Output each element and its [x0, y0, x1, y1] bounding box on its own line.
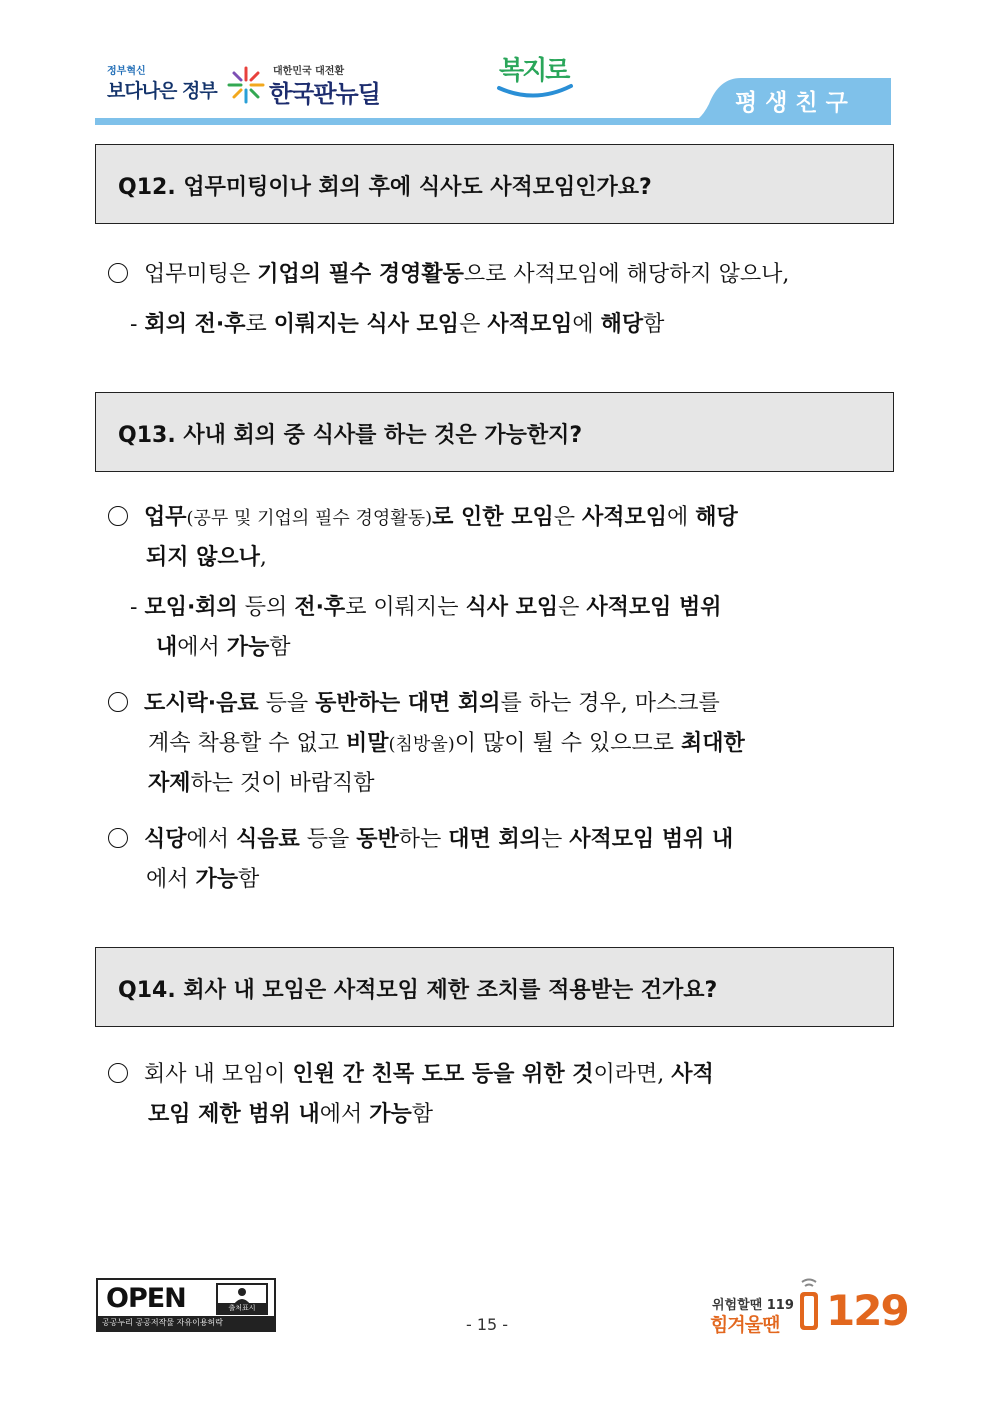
bokjiro-logo — [495, 50, 575, 110]
license-caption: 공공누리 공공저작물 자유이용허락 — [98, 1316, 274, 1330]
circle-bullet-icon — [108, 506, 128, 526]
bokjiro-text: 복지로 — [499, 56, 569, 86]
tab-label: 평생친구 — [735, 90, 856, 116]
gov-logo-small-text: 정부혁신 — [107, 66, 146, 77]
answer-subitem-continued: 내에서 가능함 — [156, 635, 291, 660]
answer-item: 도시락·음료 등을 동반하는 대면 회의를 하는 경우, 마스크를 — [108, 686, 720, 717]
question-box-q13 — [95, 392, 894, 472]
new-deal-text: 한국판뉴딜 — [269, 80, 380, 108]
question-box-q12 — [95, 144, 894, 224]
answer-item-continued: 에서 가능함 — [146, 867, 260, 892]
header-divider — [95, 118, 891, 125]
answer-item: 업무미팅은 기업의 필수 경영활동으로 사적모임에 해당하지 않으나, — [108, 257, 789, 288]
attribution-person-icon — [216, 1283, 268, 1315]
question-text: Q13. 사내 회의 중 식사를 하는 것은 가능한지? — [118, 423, 583, 448]
hotline-number: 129 — [826, 1286, 908, 1335]
page-number: - 15 - — [466, 1315, 509, 1334]
question-box-q14 — [95, 947, 894, 1027]
phone-icon — [794, 1276, 824, 1334]
answer-item-continued: 자제하는 것이 바람직함 — [148, 771, 375, 796]
question-text: Q14. 회사 내 모임은 사적모임 제한 조치를 적용받는 건가요? — [118, 978, 718, 1003]
answer-item-continued: 계속 착용할 수 없고 비말(침방울)이 많이 튈 수 있으므로 최대한 — [148, 731, 745, 756]
new-deal-burst-icon — [227, 66, 265, 104]
gov-logo-text: 보다나은 정부 — [107, 80, 217, 102]
lifelong-friend-tab — [685, 74, 891, 124]
attribution-tag: 출처표시 — [218, 1303, 266, 1313]
answer-item: 업무(공무 및 기업의 필수 경영활동)로 인한 모임은 사적모임에 해당 — [108, 500, 738, 531]
circle-bullet-icon — [108, 828, 128, 848]
hotline-tagline: 힘겨울땐 — [710, 1314, 780, 1336]
kogl-open-license-badge — [96, 1278, 276, 1332]
new-deal-small-text: 대한민국 대전환 — [273, 66, 345, 77]
circle-bullet-icon — [108, 1063, 128, 1083]
open-word: OPEN — [106, 1283, 186, 1314]
bokjiro-swoosh-icon — [495, 82, 575, 102]
answer-item: 식당에서 식음료 등을 동반하는 대면 회의는 사적모임 범위 내 — [108, 822, 733, 853]
answer-subitem: - 회의 전·후로 이뤄지는 식사 모임은 사적모임에 해당함 — [130, 312, 665, 337]
answer-item-continued: 모임 제한 범위 내에서 가능함 — [148, 1102, 434, 1127]
question-text: Q12. 업무미팅이나 회의 후에 식사도 사적모임인가요? — [118, 175, 652, 200]
korean-new-deal-logo — [227, 62, 387, 110]
answer-item: 회사 내 모임이 인원 간 친목 도모 등을 위한 것이라면, 사적 — [108, 1057, 714, 1088]
circle-bullet-icon — [108, 263, 128, 283]
answer-item-continued: 되지 않으나, — [146, 545, 267, 570]
page-header — [95, 40, 891, 126]
answer-subitem: - 모임·회의 등의 전·후로 이뤄지는 식사 모임은 사적모임 범위 — [130, 595, 722, 620]
hotline-119-text: 위험할땐 119 — [712, 1298, 794, 1313]
government-innovation-logo — [107, 62, 217, 110]
circle-bullet-icon — [108, 692, 128, 712]
hotline-129-logo — [708, 1276, 908, 1336]
